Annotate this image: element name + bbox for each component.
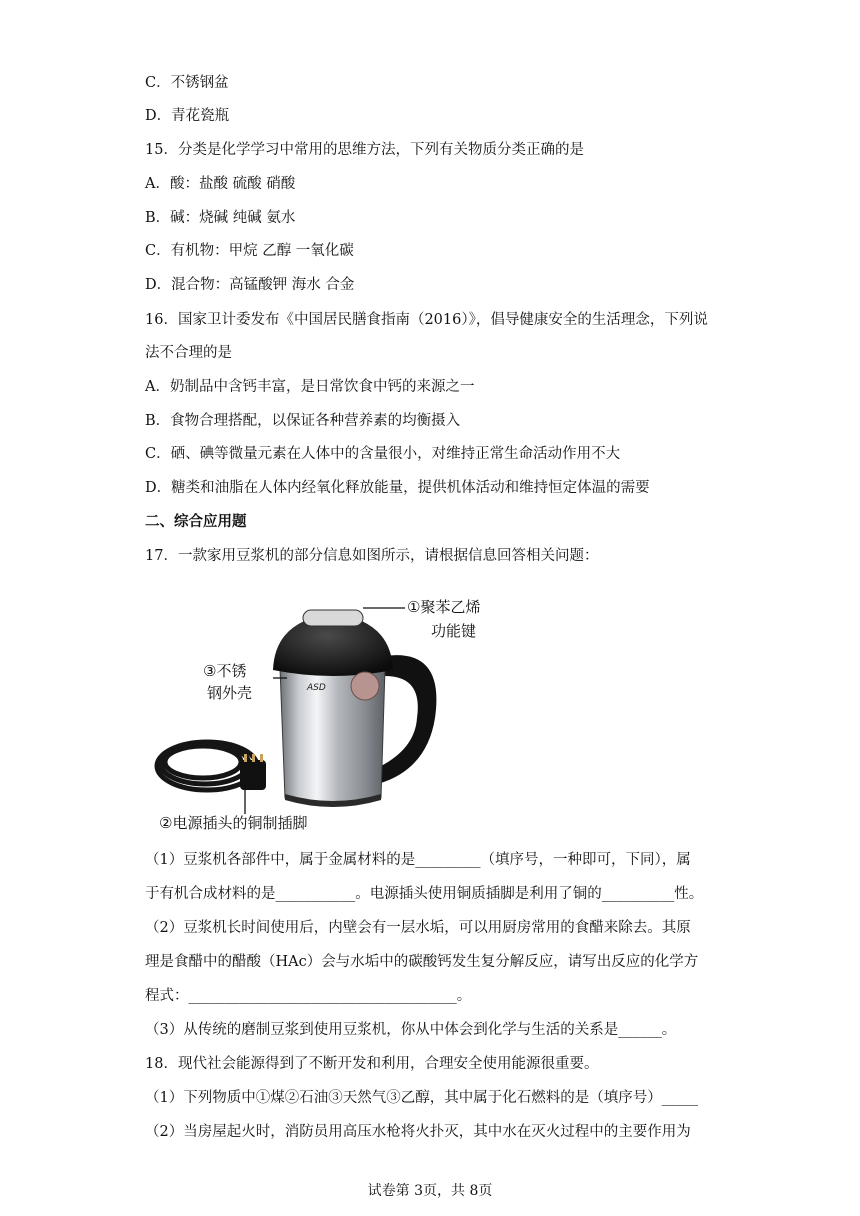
label-steel-shell: 钢外壳 [207,684,253,702]
q16-stem-line1: 16．国家卫计委发布《中国居民膳食指南（2016）》，倡导健康安全的生活理念，下列说 [145,312,708,328]
soymilk-maker-figure [145,578,505,838]
q15-option-a: A．酸：盐酸 硫酸 硝酸 [145,176,296,192]
q17-stem: 17．一款家用豆浆机的部分信息如图所示，请根据信息回答相关问题： [145,548,599,564]
q17-part3: （3）从传统的磨制豆浆到使用豆浆机，你从中体会到化学与生活的关系是______。 [145,1022,677,1038]
q17-part2-line3: 程式：_____________________________________。 [145,988,472,1004]
q17-part1-line1: （1）豆浆机各部件中，属于金属材料的是_________（填序号，一种即可，下同），属 [145,852,691,868]
q14-option-d: D．青花瓷瓶 [145,108,230,124]
q15-stem: 15．分类是化学学习中常用的思维方法，下列有关物质分类正确的是 [145,142,584,158]
brand-logo: ASD [307,683,326,693]
q16-stem-line2: 法不合理的是 [145,345,232,361]
soymilk-maker-illustration [145,578,505,838]
q18-part1: （1）下列物质中①煤②石油③天然气③乙醇，其中属于化石燃料的是（填序号）_____ [145,1090,698,1106]
handle [381,655,436,783]
q17-part1-line2: 于有机合成材料的是___________。电源插头使用铜质插脚是利用了铜的__________性。 [145,886,704,902]
q14-option-c: C．不锈钢盆 [145,75,229,91]
q18-part2: （2）当房屋起火时，消防员用高压水枪将火扑灭，其中水在灭火过程中的主要作用为 [145,1124,691,1140]
control-panel [351,672,379,700]
section-heading: 二、综合应用题 [145,513,247,530]
q16-option-a: A．奶制品中含钙丰富，是日常饮食中钙的来源之一 [145,379,475,395]
q15-option-c: C．有机物：甲烷 乙醇 一氧化碳 [145,243,354,259]
q16-option-b: B．食物合理搭配，以保证各种营养素的均衡摄入 [145,413,461,429]
label-polystyrene-key: ①聚苯乙烯 [407,598,481,616]
q15-option-d: D．混合物：高锰酸钾 海水 合金 [145,277,355,293]
q16-option-d: D．糖类和油脂在人体内经氧化释放能量，提供机体活动和维持恒定体温的需要 [145,480,650,496]
q17-part2-line2: 理是食醋中的醋酸（HAc）会与水垢中的碳酸钙发生复分解反应，请写出反应的化学方 [145,954,699,970]
q17-part2-line1: （2）豆浆机长时间使用后，内壁会有一层水垢，可以用厨房常用的食醋来除去。其原 [145,920,691,936]
q15-option-b: B．碱：烧碱 纯碱 氨水 [145,210,296,226]
q16-option-c: C．硒、碘等微量元素在人体中的含量很小，对维持正常生命活动作用不大 [145,446,621,462]
label-stainless: ③不锈 [203,662,247,680]
q18-stem: 18．现代社会能源得到了不断开发和利用，合理安全使用能源很重要。 [145,1056,599,1072]
power-plug [240,754,266,790]
label-copper-pins: ②电源插头的铜制插脚 [159,814,308,832]
label-function-key: 功能键 [431,622,477,640]
page-footer: 试卷第 3页，共 8页 [367,1183,493,1199]
